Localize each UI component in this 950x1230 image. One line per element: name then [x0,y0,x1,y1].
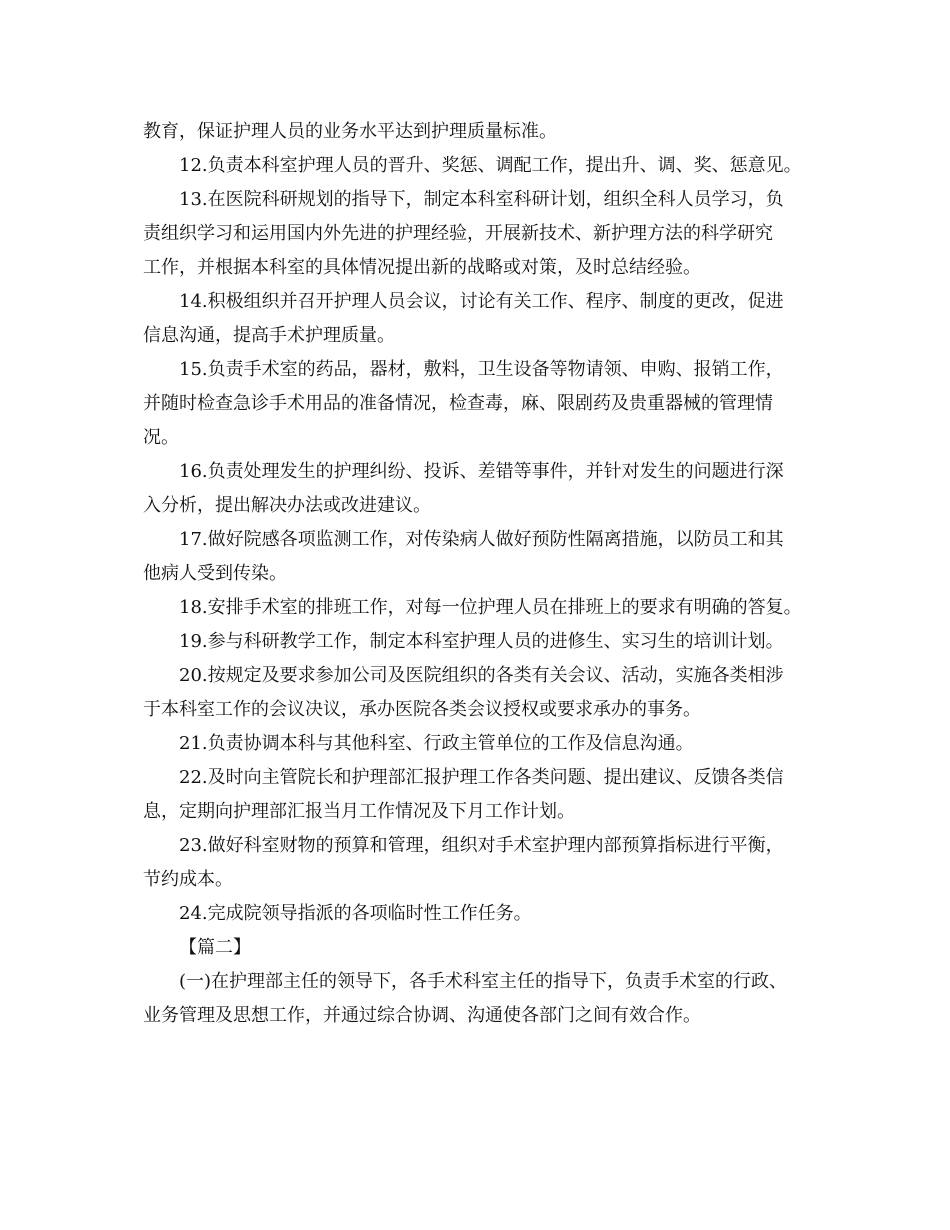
text-line: 他病人受到传染。 [143,563,287,584]
text-line: 入分析，提出解决办法或改进建议。 [143,495,431,516]
text-line: 20.按规定及要求参加公司及医院组织的各类有关会议、活动，实施各类相涉 [179,665,784,686]
text-line: 12.负责本科室护理人员的晋升、奖惩、调配工作，提出升、调、奖、惩意见。 [179,155,802,176]
text-line: (一)在护理部主任的领导下，各手术科室主任的指导下，负责手术室的行政、 [179,971,788,992]
text-line: 23.做好科室财物的预算和管理，组织对手术室护理内部预算指标进行平衡， [179,835,784,856]
text-line: 节约成本。 [143,869,233,890]
text-line: 21.负责协调本科与其他科室、行政主管单位的工作及信息沟通。 [179,733,694,754]
document-body [143,115,833,1033]
text-line: 工作，并根据本科室的具体情况提出新的战略或对策，及时总结经验。 [143,257,701,278]
text-line: 18.安排手术室的排班工作，对每一位护理人员在排班上的要求有明确的答复。 [179,597,802,618]
text-line: 信息沟通，提高手术护理质量。 [143,325,395,346]
text-line: 并随时检查急诊手术用品的准备情况，检查毒，麻、限剧药及贵重器械的管理情 [143,393,773,414]
text-line: 教育，保证护理人员的业务水平达到护理质量标准。 [143,121,557,142]
text-line: 于本科室工作的会议决议，承办医院各类会议授权或要求承办的事务。 [143,699,701,720]
text-line: 16.负责处理发生的护理纠纷、投诉、差错等事件，并针对发生的问题进行深 [179,461,784,482]
text-line: 19.参与科研教学工作，制定本科室护理人员的进修生、实习生的培训计划。 [179,631,784,652]
text-line: 况。 [143,427,179,448]
section-heading: 【篇二】 [179,937,251,958]
text-line: 24.完成院领导指派的各项临时性工作任务。 [179,903,532,924]
text-line: 17.做好院感各项监测工作，对传染病人做好预防性隔离措施，以防员工和其 [179,529,784,550]
text-line: 息，定期向护理部汇报当月工作情况及下月工作计划。 [143,801,575,822]
text-line: 13.在医院科研规划的指导下，制定本科室科研计划，组织全科人员学习，负 [179,189,784,210]
text-line: 业务管理及思想工作，并通过综合协调、沟通使各部门之间有效合作。 [143,1005,701,1026]
text-line: 责组织学习和运用国内外先进的护理经验，开展新技术、新护理方法的科学研究 [143,223,773,244]
text-line: 22.及时向主管院长和护理部汇报护理工作各类问题、提出建议、反馈各类信 [179,767,784,788]
text-line: 14.积极组织并召开护理人员会议，讨论有关工作、程序、制度的更改，促进 [179,291,784,312]
text-line: 15.负责手术室的药品，器材，敷料，卫生设备等物请领、申购、报销工作， [179,359,784,380]
